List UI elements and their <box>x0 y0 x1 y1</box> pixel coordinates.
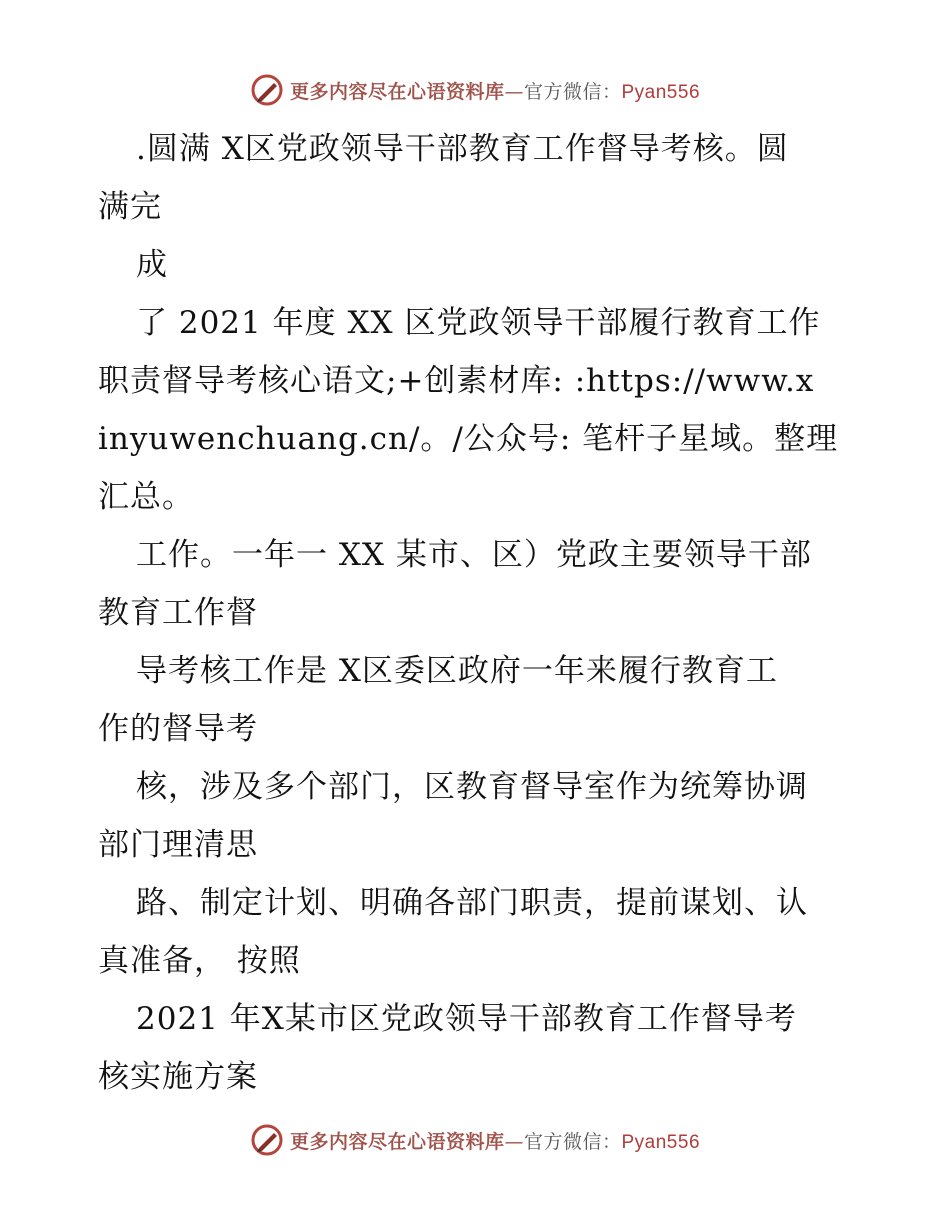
text-line-13: 部门理清思 <box>98 827 258 863</box>
pen-logo-icon <box>250 73 284 107</box>
text-line-4: 了 2021 年度 XX 区党政领导干部履行教育工作 <box>136 305 821 341</box>
text-line-7: 汇总。 <box>98 479 194 515</box>
footer-banner-dash: — <box>504 1130 524 1153</box>
footer-banner <box>0 1120 950 1160</box>
footer-banner-title: 更多内容尽在心语资料库 <box>289 1130 505 1153</box>
header-banner-title: 更多内容尽在心语资料库 <box>289 80 505 103</box>
header-banner-wechat-id: Pyan556 <box>621 81 701 103</box>
text-line-15: 真准备， 按照 <box>98 943 301 979</box>
footer-banner-wechat-id: Pyan556 <box>621 1131 701 1153</box>
text-line-17: 核实施方案 <box>98 1059 258 1095</box>
header-banner-dash: — <box>504 80 524 103</box>
text-line-16: 2021 年X某市区党政领导干部教育工作督导考 <box>136 1001 797 1037</box>
text-line-11: 作的督导考 <box>98 711 258 747</box>
text-line-6: inyuwenchuang.cn/。/公众号: 笔杆子星域。整理 <box>98 421 839 457</box>
text-line-2: 满完 <box>98 189 162 225</box>
header-banner-official: 官方微信： <box>523 80 622 103</box>
text-line-10: 导考核工作是 X区委区政府一年来履行教育工 <box>136 653 778 689</box>
text-line-5: 职责督导考核心语文;+创素材库: :https://www.x <box>98 363 815 399</box>
text-line-1: .圆满 X区党政领导干部教育工作督导考核。圆 <box>136 131 789 167</box>
text-line-3: 成 <box>136 247 168 283</box>
footer-banner-official: 官方微信： <box>523 1130 622 1153</box>
text-line-9: 教育工作督 <box>98 595 258 631</box>
pen-logo-icon <box>250 1123 284 1157</box>
header-banner <box>0 70 950 110</box>
text-line-14: 路、制定计划、明确各部门职责，提前谋划、认 <box>136 885 808 921</box>
text-line-12: 核，涉及多个部门，区教育督导室作为统筹协调 <box>136 769 808 805</box>
body-text <box>98 120 858 1106</box>
text-line-8: 工作。一年一 XX 某市、区）党政主要领导干部 <box>136 537 812 573</box>
